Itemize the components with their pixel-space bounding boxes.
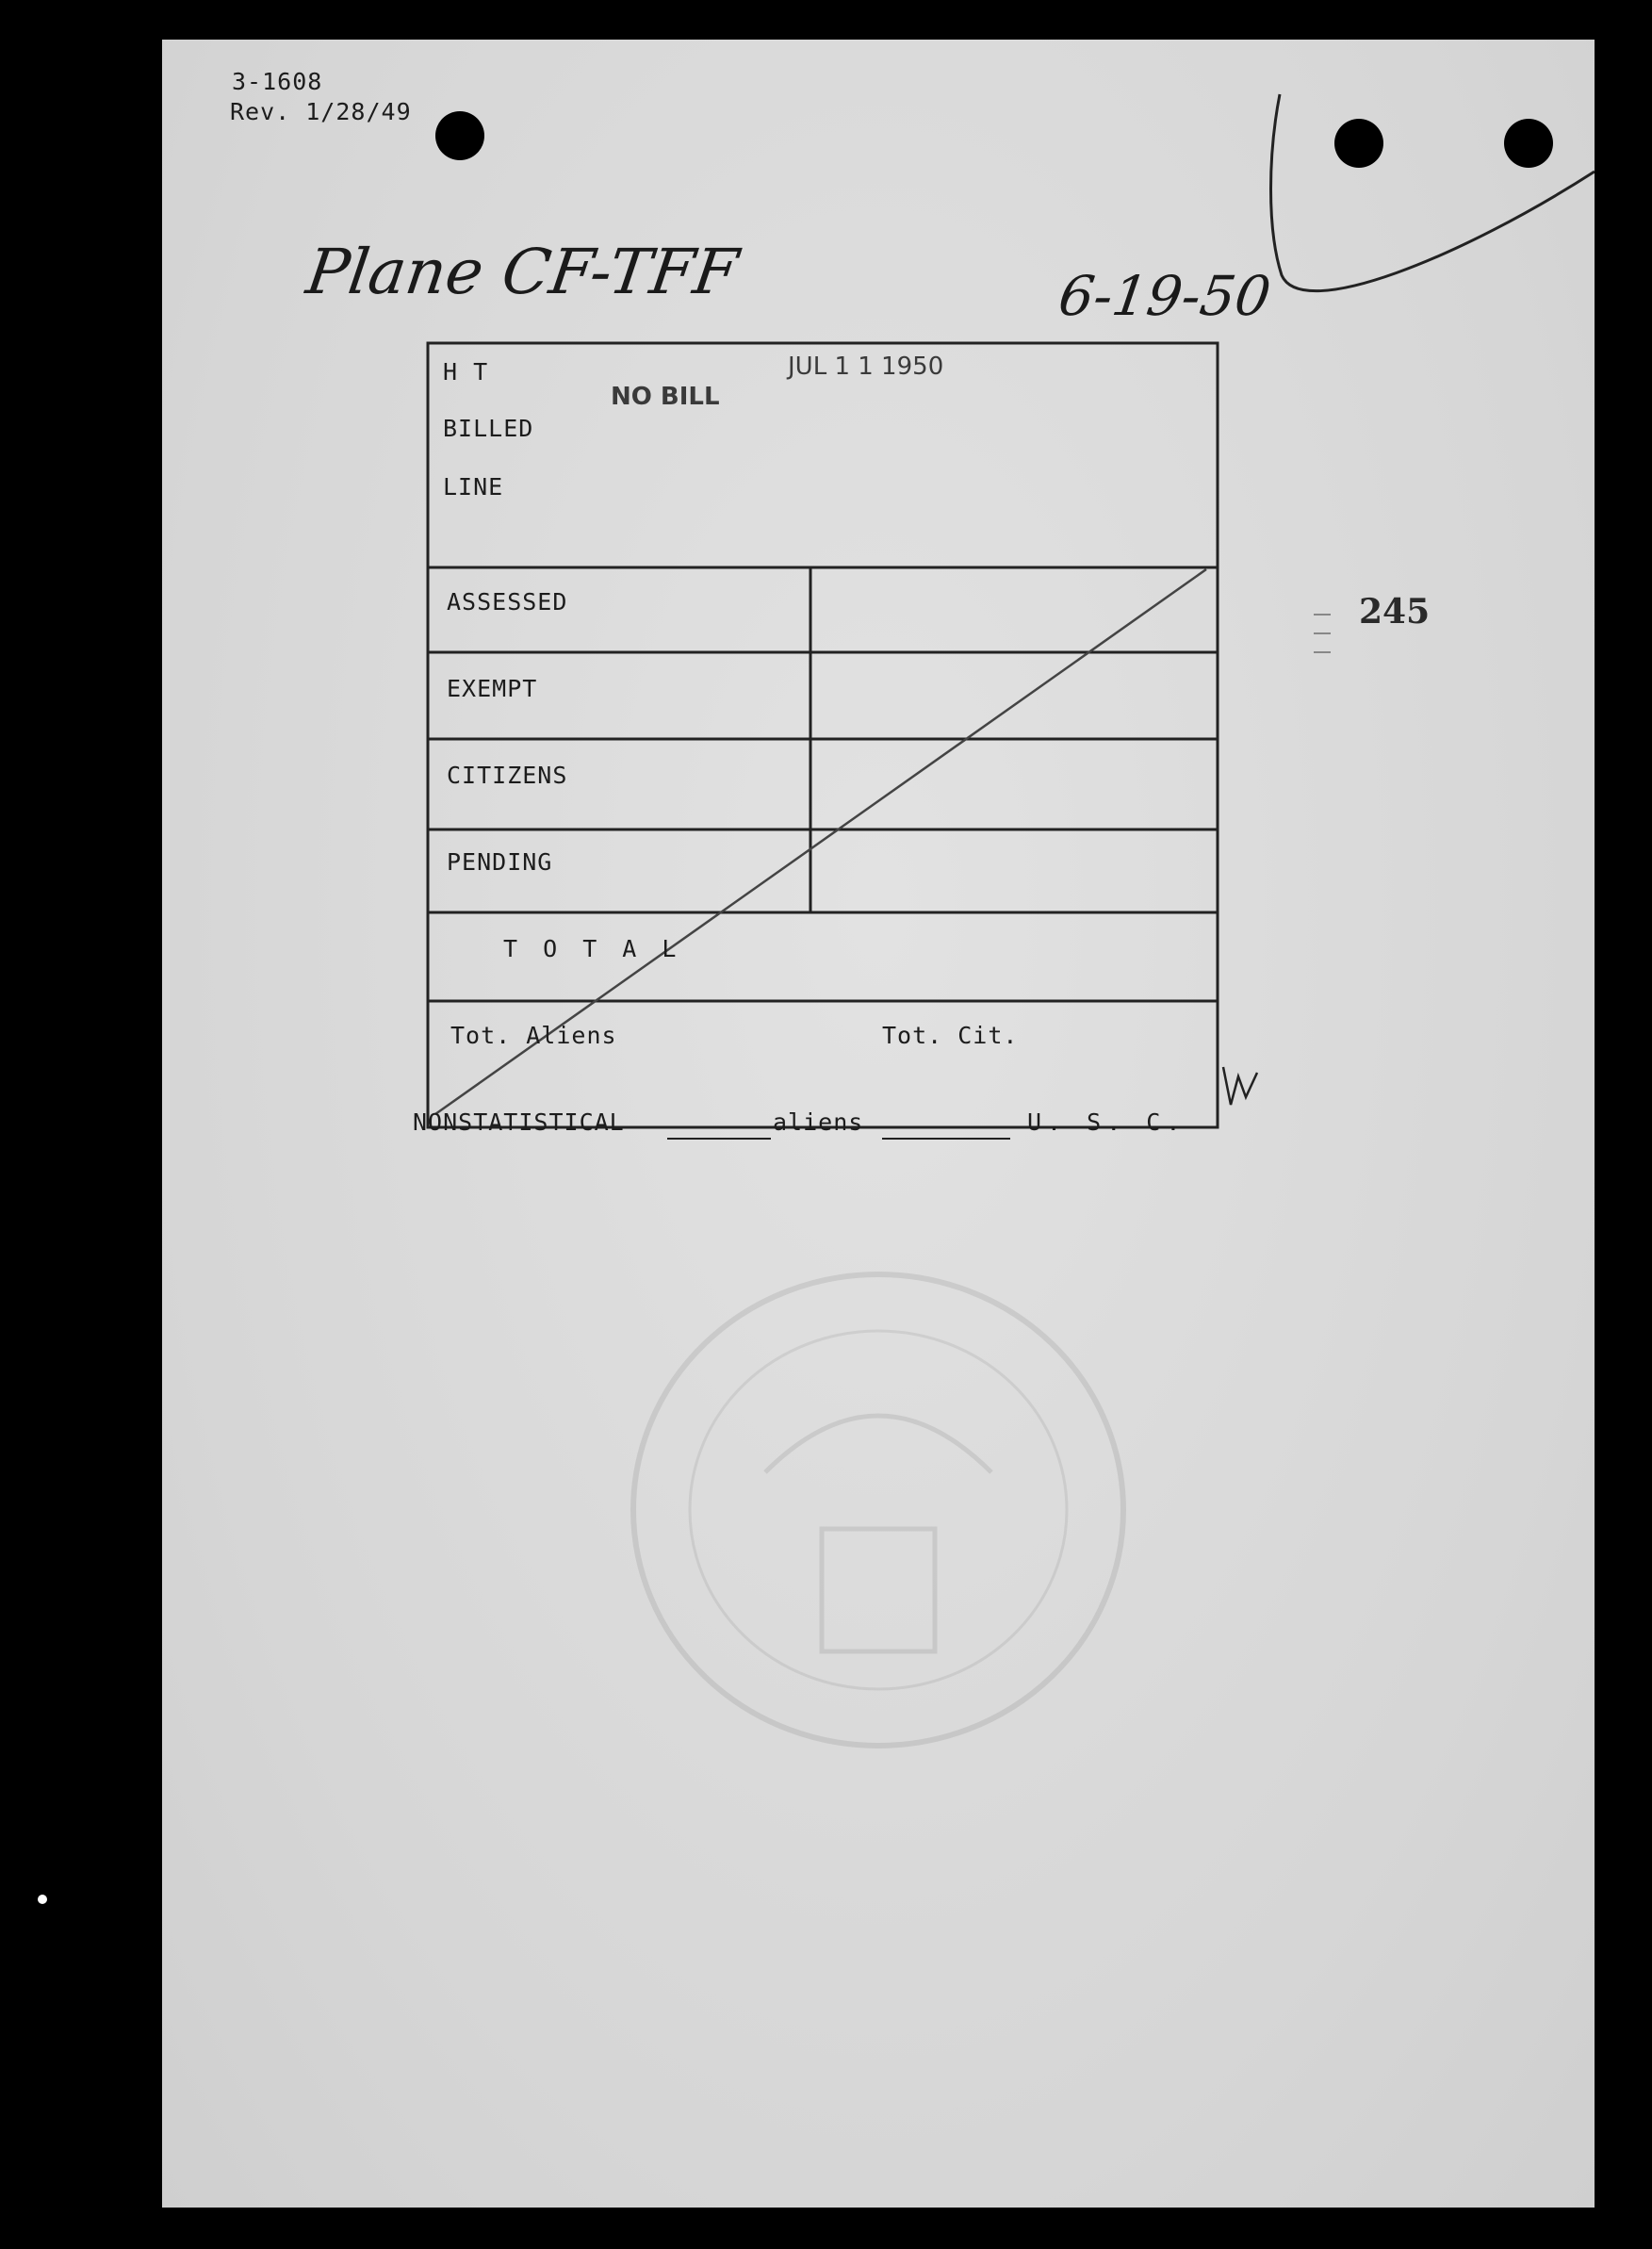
nonstatistical-aliens: aliens xyxy=(773,1108,864,1136)
nonstatistical-usc: U. S. C. xyxy=(1027,1108,1186,1136)
side-number: 245 xyxy=(1359,592,1431,632)
header-line-ht: H T xyxy=(443,358,489,386)
document-page xyxy=(162,40,1595,2208)
row-citizens: CITIZENS xyxy=(447,762,568,789)
row-pending: PENDING xyxy=(447,848,553,876)
handwritten-plane: Plane CF-TFF xyxy=(302,236,743,308)
stamp-no-bill: NO BILL xyxy=(611,383,720,411)
form-number: 3-1608 xyxy=(232,68,323,95)
header-line-billed: BILLED xyxy=(443,415,534,442)
total-label: T O T A L xyxy=(503,935,682,962)
handwritten-date: 6-19-50 xyxy=(1055,264,1275,328)
margin-speck xyxy=(38,1895,47,1904)
nonstatistical-label: NONSTATISTICAL xyxy=(413,1108,625,1136)
form-revision: Rev. 1/28/49 xyxy=(230,98,412,125)
footer-tot-aliens: Tot. Aliens xyxy=(450,1022,617,1049)
row-exempt: EXEMPT xyxy=(447,675,538,702)
footer-tot-cit: Tot. Cit. xyxy=(882,1022,1019,1049)
row-assessed: ASSESSED xyxy=(447,588,568,616)
header-line-line: LINE xyxy=(443,473,504,501)
watermark-seal xyxy=(162,40,1595,2208)
stamp-date: JUL 1 1 1950 xyxy=(788,353,944,381)
